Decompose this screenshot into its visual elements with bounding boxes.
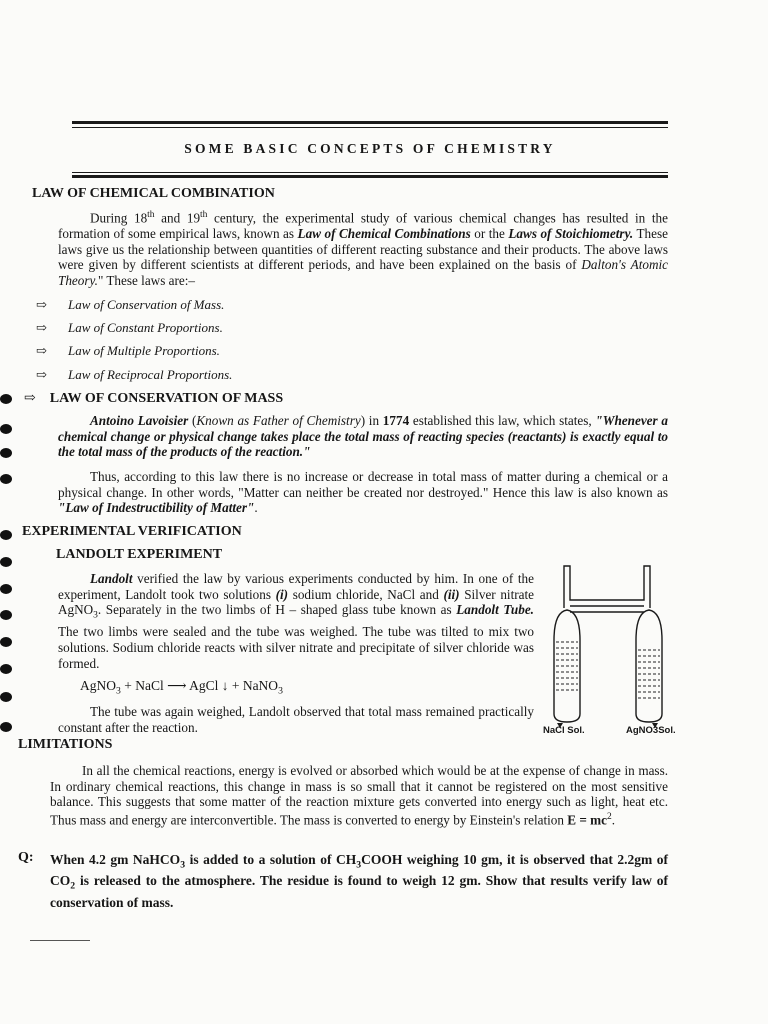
question-label: Q:	[18, 850, 34, 865]
conservation-explanation: Thus, according to this law there is no increase or decrease in total mass of matter during a chemical or a physical change. In other words, "Matter can neither be created nor destroyed." Hence this law is also known as "Law of Indestructibility of Matter".	[58, 469, 668, 516]
landolt-result: The tube was again weighed, Landolt observed that total mass remained practically constant after the reaction.	[58, 704, 534, 735]
law-item: ⇨ Law of Constant Proportions.	[36, 320, 223, 335]
law-item: ⇨ Law of Conservation of Mass.	[36, 297, 225, 312]
h-tube-frame	[564, 566, 650, 608]
arrow-icon: ⇨	[36, 320, 47, 335]
binder-hole-mark	[0, 722, 12, 732]
limitations-paragraph: In all the chemical reactions, energy is evolved or absorbed which would be at the expense of change in mass. In ordinary chemical reactions, this change in mass is so small that it cannot be registered on the most sensitive balance. This suggests that some matter of the reaction mixture gets converted into energy such as light, heat etc. Thus mass and energy are interconvertible. The mass is converted to energy by Einstein's relation $E = mc^2$.	[50, 763, 668, 828]
page-title: SOME BASIC CONCEPTS OF CHEMISTRY	[184, 141, 556, 156]
title-rule-top-thick	[72, 121, 668, 124]
heading-law-of-chemical-combination: LAW OF CHEMICAL COMBINATION	[32, 186, 275, 201]
binder-hole-mark	[0, 610, 12, 620]
heading-experimental-verification: EXPERIMENTAL VERIFICATION	[22, 524, 242, 539]
title-rule-bottom-thick	[72, 175, 668, 178]
title-rule-top-thin	[72, 127, 668, 128]
binder-hole-mark	[0, 424, 12, 434]
law-item: ⇨ Law of Multiple Proportions.	[36, 343, 220, 358]
footer-rule	[30, 940, 90, 941]
landolt-tube-diagram	[540, 560, 690, 740]
lavoisier-statement: Antoino Lavoisier (Known as Father of Chemistry) in 1774 established this law, which states, "Whenever a chemical change or physical change takes place the total mass of reacting species (reactants) is exactly equal to the total mass of the products of the reaction."	[58, 413, 668, 460]
right-limb	[636, 610, 662, 722]
law-item: ⇨ Law of Reciprocal Proportions.	[36, 367, 233, 382]
heading-law-of-conservation-of-mass: ⇨ LAW OF CONSERVATION OF MASS	[24, 391, 284, 406]
heading-landolt-experiment: LANDOLT EXPERIMENT	[56, 547, 223, 562]
arrow-icon: ⇨	[36, 367, 47, 382]
arrow-icon: ⇨	[36, 343, 47, 358]
intro-paragraph: During 18th and 19th century, the experimental study of various chemical changes has resulted in the formation of some empirical laws, known as Law of Chemical Combinations or the Laws of Stoichiometry. These laws give us the relationship between quantities of different reacting substance and their products. The above laws were given by different scientists at different periods, and have been explained on the basis of Dalton's Atomic Theory." These laws are:–	[58, 210, 668, 288]
binder-hole-mark	[0, 664, 12, 674]
binder-hole-mark	[0, 530, 12, 540]
reaction-equation: AgNO$_3$ + NaCl ⟶ AgCl ↓ + NaNO$_3$	[80, 678, 283, 697]
binder-hole-mark	[0, 474, 12, 484]
binder-hole-mark	[0, 692, 12, 702]
agno3-solution-label: AgNO3Sol.	[626, 725, 676, 736]
heading-limitations: LIMITATIONS	[18, 737, 113, 752]
binder-hole-mark	[0, 584, 12, 594]
binder-hole-mark	[0, 448, 12, 458]
question-text: When 4.2 gm NaHCO$_3$ is added to a solution of $CH_3COOH$ weighing 10 gm, it is observed that 2.2gm of $CO_2$ is released to the atmosphere. The residue is found to weigh 12 gm. Show that results verify law of conservation of mass.	[50, 852, 668, 910]
arrow-icon: ⇨	[24, 391, 36, 406]
nacl-solution-label: NaCl Sol.	[543, 725, 585, 736]
landolt-paragraph: Landolt verified the law by various experiments conducted by him. In one of the experiment, Landolt took two solutions (i) sodium chloride, NaCl and (ii) Silver nitrate AgNO$_3$. Separately in the two limbs of H – shaped glass tube known as Landolt Tube. The two limbs were sealed and the tube was weighed. The tube was tilted to mix two solutions. Sodium chloride reacts with silver nitrate and precipitate of silver chloride was formed.	[58, 571, 534, 671]
arrow-icon: ⇨	[36, 297, 47, 312]
binder-hole-mark	[0, 394, 12, 404]
title-rule-bottom-thin	[72, 172, 668, 173]
binder-hole-mark	[0, 557, 12, 567]
binder-hole-mark	[0, 637, 12, 647]
